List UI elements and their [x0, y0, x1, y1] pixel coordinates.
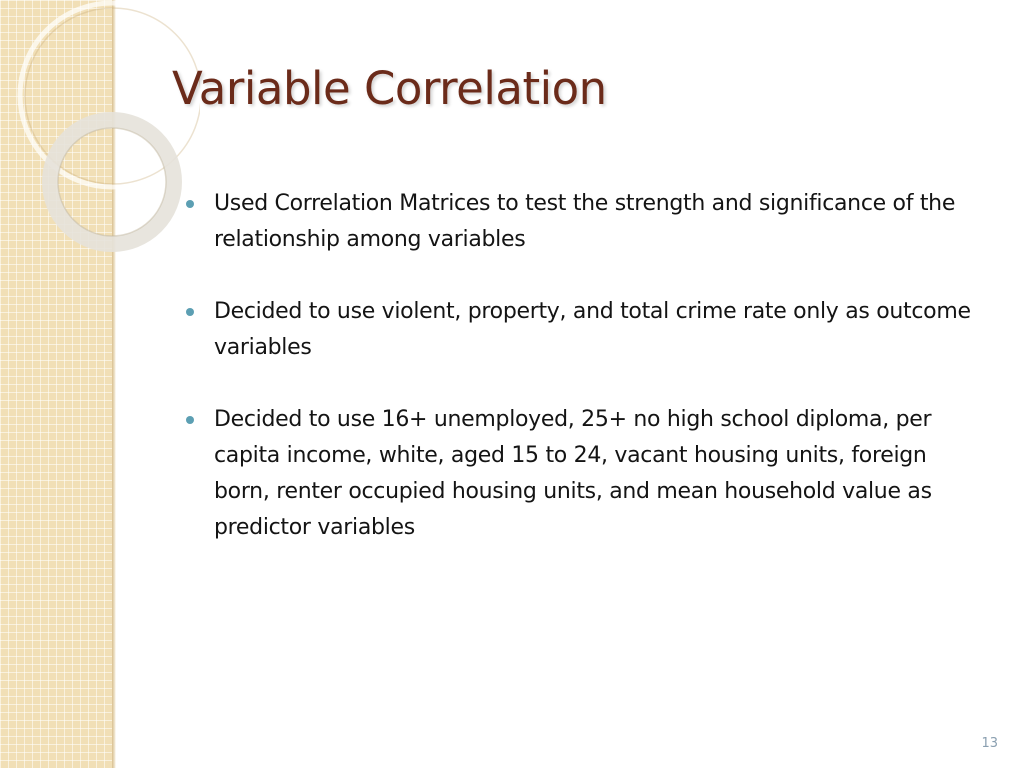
- bullet-text: Used Correlation Matrices to test the strength and significance of the relationship among variables: [214, 191, 956, 252]
- bullet-icon: [186, 200, 194, 208]
- bullet-text: Decided to use violent, property, and total crime rate only as outcome variables: [214, 299, 971, 360]
- bullet-icon: [186, 416, 194, 424]
- decorative-rings: [0, 0, 200, 300]
- bullet-list: [186, 186, 986, 582]
- bullet-icon: [186, 308, 194, 316]
- bullet-item: [186, 294, 986, 366]
- slide-title: Variable Correlation: [172, 62, 607, 115]
- page-number: 13: [981, 736, 998, 751]
- bullet-text: Decided to use 16+ unemployed, 25+ no high school diploma, per capita income, white, aged 15 to 24, vacant housing units, foreign born, renter occupied housing units, and mean household value as predictor variables: [214, 407, 932, 540]
- decorative-ring-small-inner: [58, 128, 166, 236]
- bullet-item: [186, 186, 986, 258]
- bullet-item: [186, 402, 986, 546]
- decorative-ring-small: [50, 120, 174, 244]
